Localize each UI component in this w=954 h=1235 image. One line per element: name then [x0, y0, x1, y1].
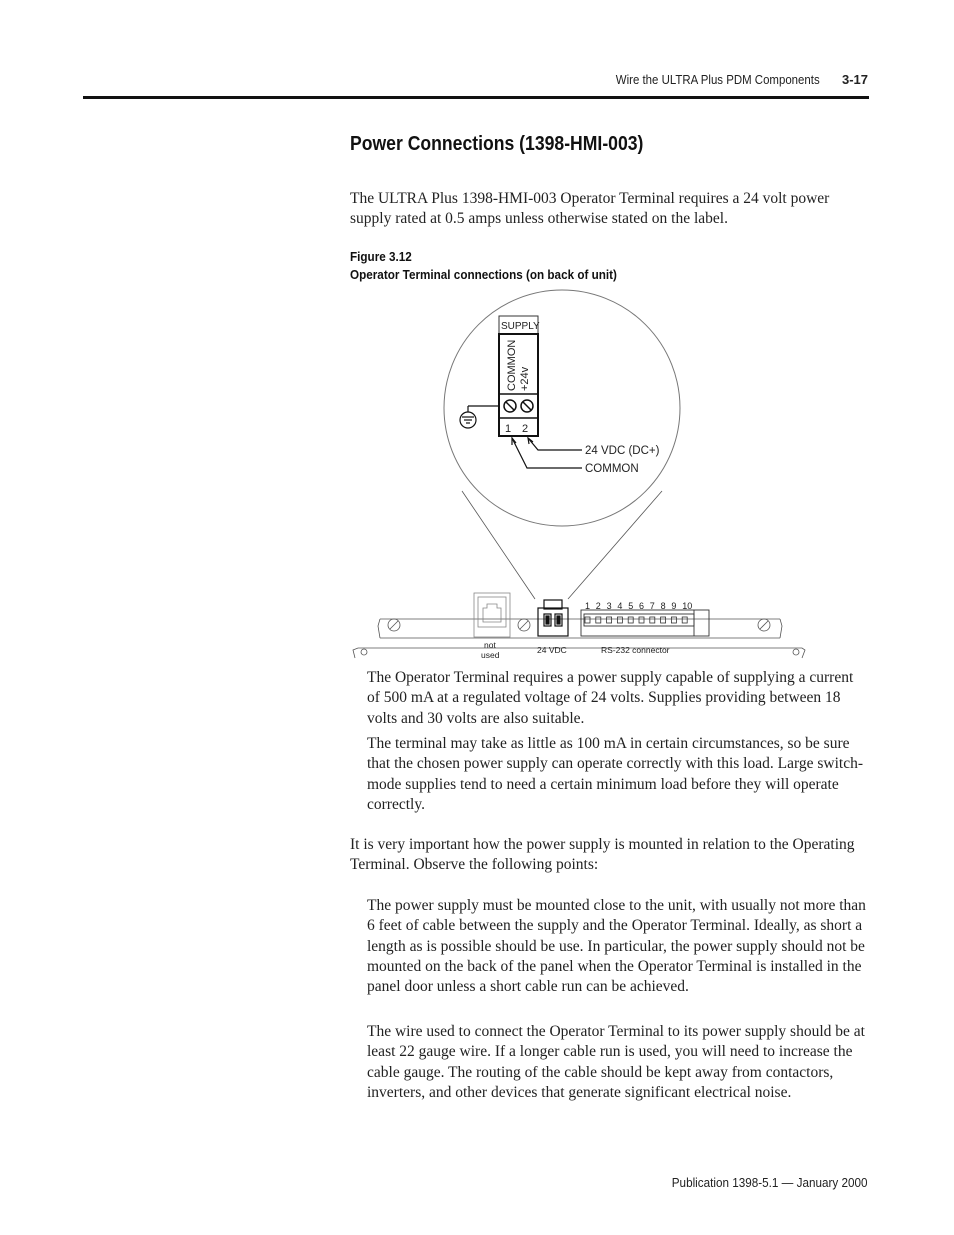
- magnify-circle: [444, 290, 680, 526]
- rs232-pin-8-label: 8: [660, 601, 666, 611]
- figure-caption: Operator Terminal connections (on back of unit): [350, 267, 617, 282]
- vdc-label: 24 VDC: [537, 645, 567, 655]
- rs232-pin-4-label: 4: [617, 601, 623, 611]
- not-used-label-1: not: [484, 640, 496, 650]
- supply-label: SUPPLY: [501, 321, 540, 332]
- panel-screw-left-icon: [388, 619, 400, 631]
- paragraph-min-load: The terminal may take as little as 100 mA in certain circumstances, so be sure that the chosen power supply can operate correctly with this load. Large switch-mode supplies tend to need a certain minimum load before they will operate correctly.: [367, 735, 863, 813]
- rs232-pin-3-hole: [607, 617, 612, 623]
- rs232-pin-6-hole: [639, 617, 644, 623]
- panel-hole-left-icon: [361, 649, 367, 655]
- rs232-pin-7-label: 7: [649, 601, 655, 611]
- rs232-pin-4-hole: [617, 617, 622, 623]
- ground-icon: [460, 406, 499, 428]
- panel-screw-mid-icon: [518, 619, 530, 631]
- rs232-pin-9-label: 9: [671, 601, 677, 611]
- pin-2-label: 2: [522, 423, 529, 435]
- rs232-pin-9-hole: [671, 617, 676, 623]
- power-connector-icon: [538, 600, 568, 636]
- rs232-pin-6-label: 6: [639, 601, 645, 611]
- rs232-pin-1-hole: [585, 617, 590, 623]
- back-panel: [353, 619, 805, 658]
- rs232-pin-8-hole: [661, 617, 666, 623]
- header-title: Wire the ULTRA Plus PDM Components: [616, 72, 820, 87]
- rs232-pin-3-label: 3: [606, 601, 612, 611]
- paragraph-cable-length: The power supply must be mounted close to the unit, with usually not more than 6 feet of cable between the supply and the Operator Terminal. Ideally, as short a length as is possible should be use. In particular, the power supply should not be mounted on the back of the panel when the Operator Terminal is installed in the panel door unless a short cable run can be achieved.: [367, 897, 866, 996]
- dc-plus-leader: [528, 438, 582, 450]
- intro-paragraph: The ULTRA Plus 1398-HMI-003 Operator Terminal requires a 24 volt power supply rated at 0.5 amps unless otherwise stated on the label.: [350, 190, 830, 228]
- plus24-vertical-label: +24v: [519, 366, 531, 391]
- page-number: 3-17: [841, 72, 868, 87]
- paragraph-wire-gauge: The wire used to connect the Operator Terminal to its power supply should be at least 22 gauge wire. If a longer cable run is used, you will need to increase the cable gauge. The routing of the cable should be kept away from contactors, inverters, and other devices that generate significant electrical noise.: [367, 1023, 865, 1101]
- rs232-pin-1-label: 1: [585, 601, 591, 611]
- pin-1-label: 1: [505, 423, 512, 435]
- rs232-pin-10-label: 10: [682, 601, 693, 611]
- screw-2-icon: [521, 400, 533, 412]
- common-label: COMMON: [585, 463, 639, 475]
- screw-1-icon: [504, 400, 516, 412]
- paragraph-supply-current: The Operator Terminal requires a power supply capable of supplying a current of 500 mA at a regulated voltage of 24 volts. Supplies providing between 18 volts and 30 volts are also suitable.: [367, 669, 854, 727]
- section-title: Power Connections (1398-HMI-003): [350, 133, 644, 155]
- rj-jack-icon: [474, 593, 510, 637]
- rs232-pin-5-hole: [628, 617, 633, 623]
- zoom-line-right: [568, 491, 662, 599]
- rs232-pin-10-hole: [682, 617, 687, 623]
- panel-hole-right-icon: [793, 649, 799, 655]
- rs232-pin-holes: [585, 617, 687, 623]
- dc-plus-label: 24 VDC (DC+): [585, 445, 660, 457]
- common-leader: [512, 438, 582, 468]
- rs232-pin-5-label: 5: [628, 601, 634, 611]
- panel-screw-right-icon: [758, 619, 770, 631]
- connection-diagram: [350, 286, 810, 666]
- figure-number: Figure 3.12: [350, 249, 412, 264]
- not-used-label-2: used: [481, 650, 500, 660]
- rs232-pin-labels: [585, 601, 692, 611]
- rs232-pin-2-label: 2: [595, 601, 601, 611]
- rs232-pin-2-hole: [596, 617, 601, 623]
- footer-publication: Publication 1398-5.1 — January 2000: [672, 1175, 868, 1190]
- rs232-label: RS-232 connector: [601, 645, 670, 655]
- running-header: [588, 72, 868, 87]
- rs232-pin-7-hole: [650, 617, 655, 623]
- common-vertical-label: COMMON: [506, 339, 518, 391]
- paragraph-mounting-intro: It is very important how the power supply is mounted in relation to the Operating Terminal. Observe the following points:: [350, 836, 855, 874]
- header-rule: [83, 96, 869, 99]
